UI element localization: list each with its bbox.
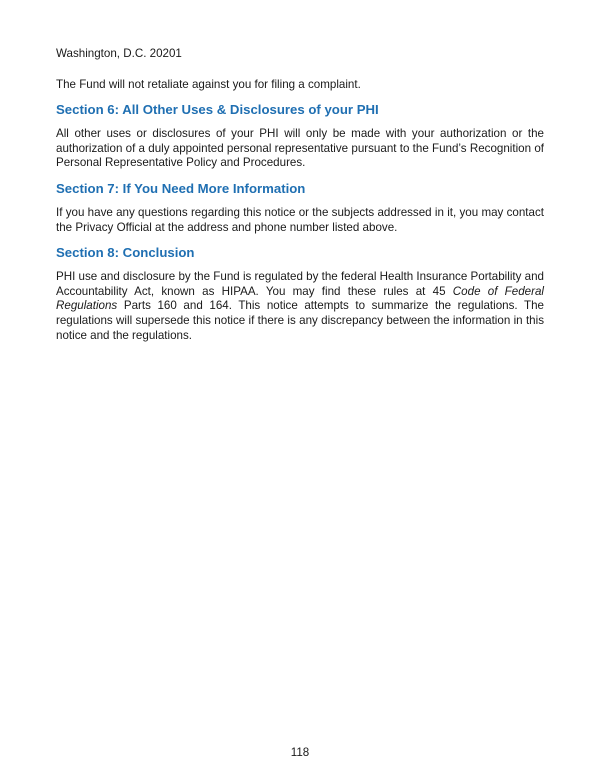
section-7-body: If you have any questions regarding this notice or the subjects addressed in it, you may contact the Privacy Official at the address and phone number listed above. — [56, 205, 544, 234]
section-8-heading: Section 8: Conclusion — [56, 245, 195, 261]
section-8-body-part2: Parts 160 and 164. This notice attempts to summarize the regulations. The regulations will supersede this notice if there is any discrepancy between the information in this notice and the regulations. — [56, 299, 544, 342]
section-8-body-part1: PHI use and disclosure by the Fund is regulated by the federal Health Insurance Portability and Accountability Act, known as HIPAA. You may find these rules at 45 — [56, 270, 544, 298]
page-number: 118 — [290, 746, 310, 759]
section-8-body — [56, 270, 544, 343]
address-line: Washington, D.C. 20201 — [56, 47, 182, 60]
section-6-heading: Section 6: All Other Uses & Disclosures of your PHI — [56, 102, 379, 118]
section-6-body: All other uses or disclosures of your PHI will only be made with your authorization or the authorization of a duly appointed personal representative pursuant to the Fund’s Recognition of Personal Representative Policy and Procedures. — [56, 127, 544, 170]
section-7-heading: Section 7: If You Need More Information — [56, 180, 306, 196]
retaliation-statement: The Fund will not retaliate against you for filing a complaint. — [56, 77, 361, 91]
section-8 — [56, 245, 544, 343]
section-6 — [56, 102, 544, 171]
page-content — [56, 47, 544, 343]
section-7 — [56, 181, 544, 235]
section-8-citation: Code of Federal Regulations — [56, 284, 544, 313]
